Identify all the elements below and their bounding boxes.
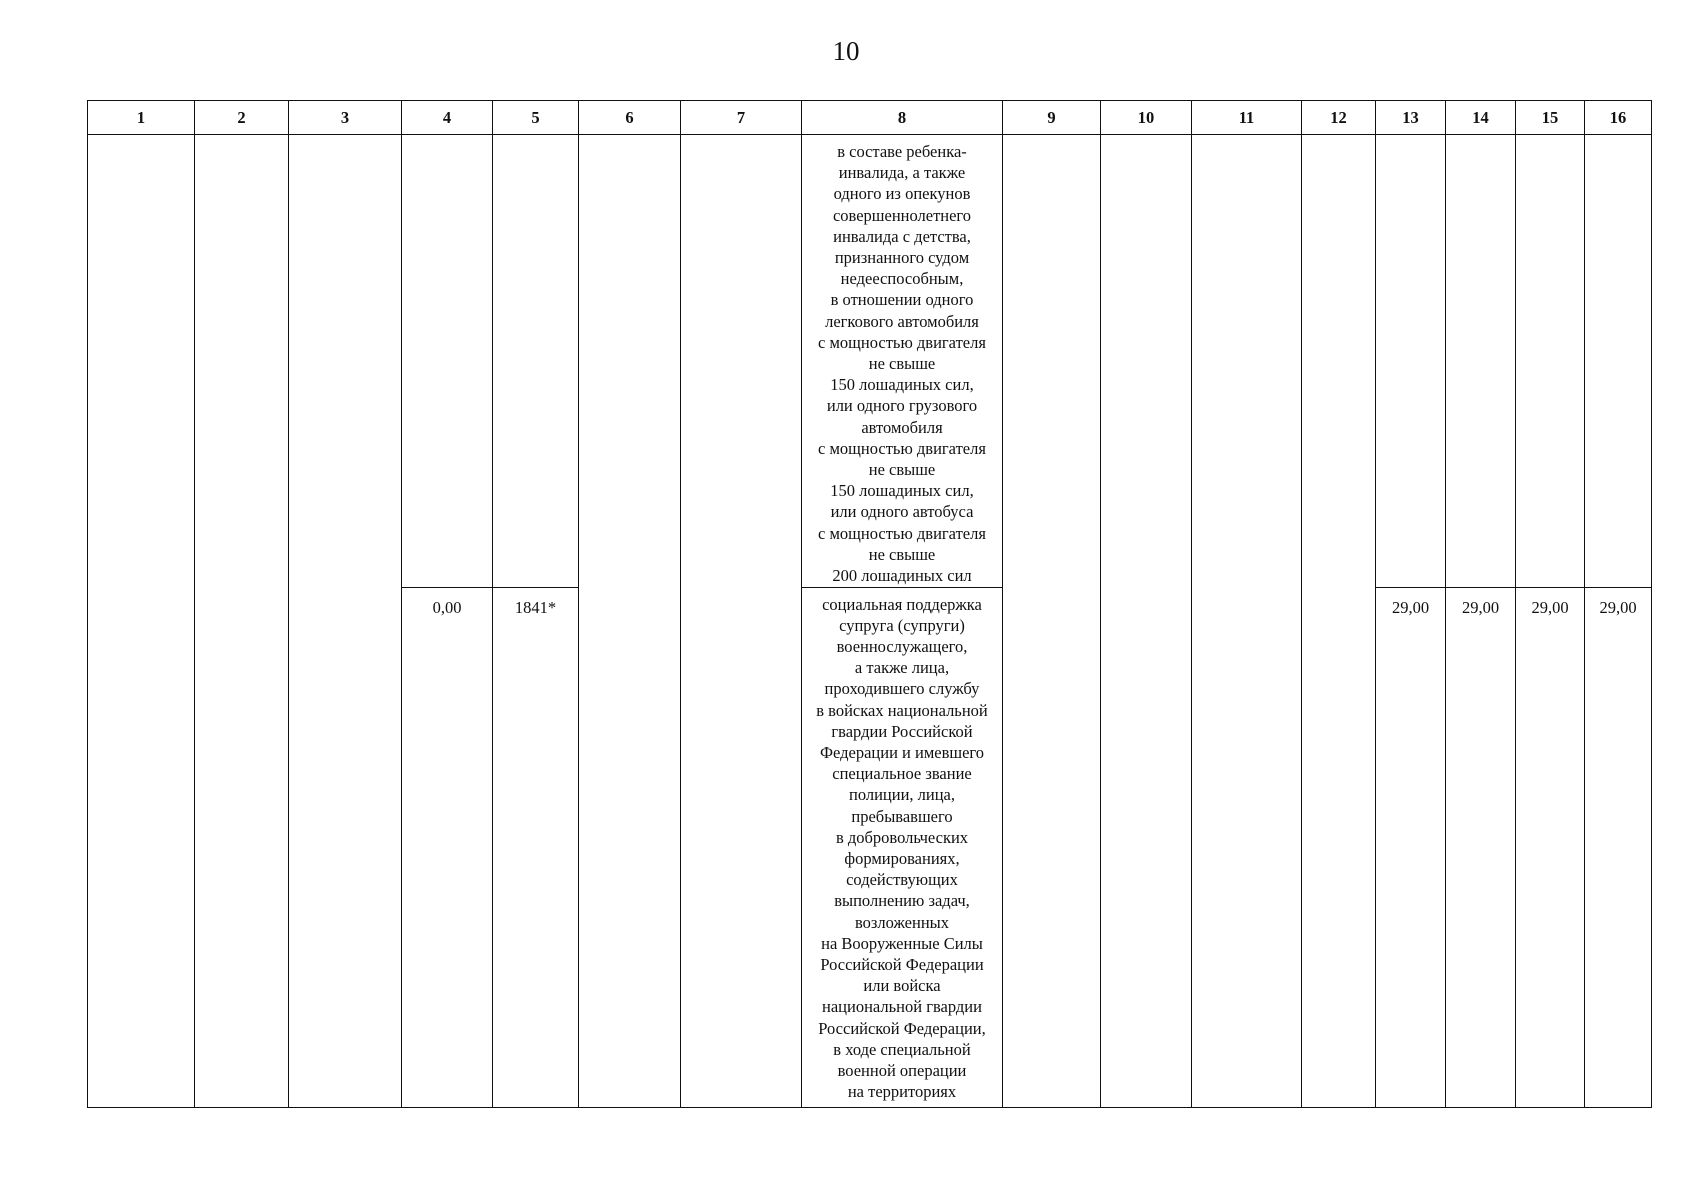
table-cell-col5 — [493, 135, 579, 588]
table-cell-col4 — [402, 587, 493, 1107]
table-cell-col11 — [1192, 135, 1302, 1108]
column-header-11: 11 — [1192, 101, 1302, 135]
benefit-description: в составе ребенка- инвалида, а также одного из опекунов совершеннолетнего инвалида с детства, признанного судом недееспособным, в отношении одного легкового автомобиля с мощностью двигателя не свыше 150 лошадиных сил, или одного грузового автомобиля с мощностью двигателя не свыше 150 лошадиных сил, или одного автобуса с мощностью двигателя не свыше 200 лошадиных сил — [818, 142, 986, 586]
value-col14: 29,00 — [1461, 597, 1500, 617]
value-col15: 29,00 — [1531, 597, 1569, 617]
table-cell-col16 — [1585, 135, 1652, 588]
column-header-1: 1 — [88, 101, 195, 135]
benefit-description: социальная поддержка супруга (супруги) военнослужащего, а также лица, проходившего службу в войсках национальной гвардии Российской Федерации и имевшего специальное звание полиции, лица, пребывавшего в добровольческих формированиях, содействующих выполнению задач, возложенных на Вооруженные Силы Российской Федерации или войска национальной гвардии Российской Федерации, в ходе специальной военной операции на территориях — [816, 594, 988, 1102]
column-header-16: 16 — [1585, 101, 1652, 135]
table-cell-col15 — [1516, 135, 1585, 588]
column-header-10: 10 — [1101, 101, 1192, 135]
table-cell-col10 — [1101, 135, 1192, 1108]
column-header-13: 13 — [1376, 101, 1446, 135]
table-cell-col15 — [1516, 587, 1585, 1107]
table-cell-col8 — [802, 135, 1003, 588]
rate-value: 0,00 — [432, 597, 462, 617]
table-cell-col16 — [1585, 587, 1652, 1107]
table-cell-col14 — [1446, 135, 1516, 588]
header-row — [88, 101, 1652, 135]
column-header-5: 5 — [493, 101, 579, 135]
code-value: 1841* — [514, 597, 557, 617]
table-cell-col1 — [88, 135, 195, 1108]
column-header-2: 2 — [195, 101, 289, 135]
value-col13: 29,00 — [1391, 597, 1430, 617]
table-cell-col3 — [289, 135, 402, 1108]
column-header-9: 9 — [1003, 101, 1101, 135]
value-col16: 29,00 — [1599, 597, 1637, 617]
column-header-8: 8 — [802, 101, 1003, 135]
column-header-12: 12 — [1302, 101, 1376, 135]
column-header-14: 14 — [1446, 101, 1516, 135]
data-table — [87, 100, 1652, 1108]
table-cell-col13 — [1376, 587, 1446, 1107]
table-cell-col5 — [493, 587, 579, 1107]
table-cell-col9 — [1003, 135, 1101, 1108]
table-cell-col4 — [402, 135, 493, 588]
table-cell-col2 — [195, 135, 289, 1108]
table-cell-col7 — [681, 135, 802, 1108]
table-cell-col8 — [802, 587, 1003, 1107]
table-cell-col6 — [579, 135, 681, 1108]
table-cell-col12 — [1302, 135, 1376, 1108]
table-cell-col13 — [1376, 135, 1446, 588]
table-cell-col14 — [1446, 587, 1516, 1107]
column-header-6: 6 — [579, 101, 681, 135]
column-header-3: 3 — [289, 101, 402, 135]
column-header-4: 4 — [402, 101, 493, 135]
table-row — [88, 135, 1652, 588]
page-number: 10 — [832, 36, 860, 66]
column-header-7: 7 — [681, 101, 802, 135]
column-header-15: 15 — [1516, 101, 1585, 135]
